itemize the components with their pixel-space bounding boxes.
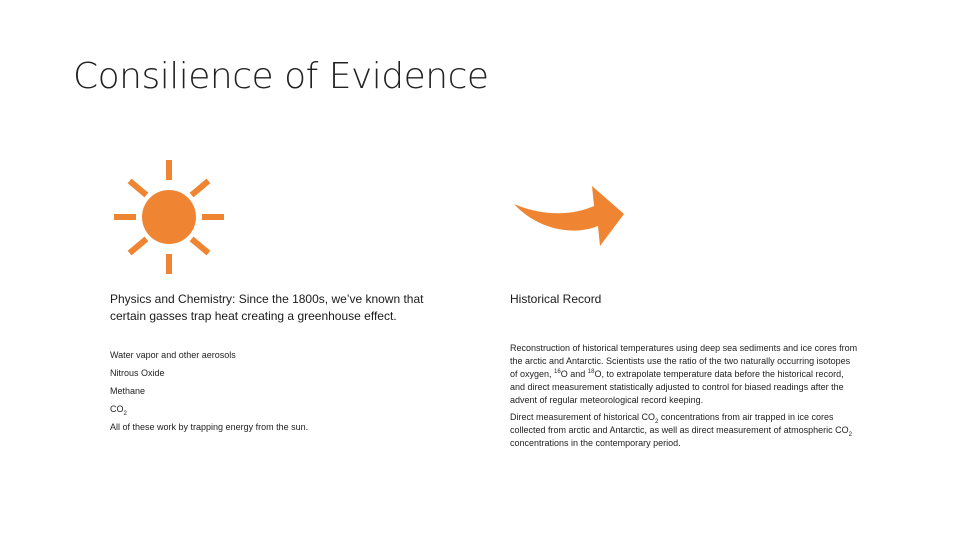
co2-subscript: 2 [123, 410, 127, 417]
curved-arrow-right-icon [512, 182, 626, 248]
historical-record-column [510, 291, 860, 450]
greenhouse-gas-list [110, 349, 460, 434]
sun-icon [110, 160, 228, 274]
co2-text: CO [110, 404, 124, 414]
physics-chemistry-heading: Physics and Chemistry: Since the 1800s, we’ve known that certain gasses trap heat creating a greenhouse effect. [110, 292, 424, 323]
slide-title: Consilience of Evidence [73, 56, 489, 97]
direct-measurement-paragraph: Direct measurement of historical $CO_2$ concentrations from air trapped in ice cores collected from arctic and Antarctic, as well as direct measurement of atmospheric $CO_2$ concentrations in the contemporary period. [510, 412, 852, 448]
historical-record-heading: Historical Record [510, 292, 602, 306]
physics-chemistry-column [110, 291, 460, 439]
list-item: Methane [110, 386, 146, 396]
reconstruction-paragraph: Reconstruction of historical temperatures using deep sea sediments and ice cores from the arctic and Antarctic. Scientists use the ratio of the two naturally occurring isotopes of oxygen, $^{16}$O and $^{18}$O, to extrapolate temperature data before the historical record, and direct measurement statistically adjusted to control for biased readings after the advent of regular meteorological record keeping. [510, 343, 858, 405]
list-item-co2 [110, 403, 460, 416]
list-footer: All of these work by trapping energy from the sun. [110, 422, 309, 432]
list-item: Nitrous Oxide [110, 368, 165, 378]
list-item: Water vapor and other aerosols [110, 350, 236, 360]
